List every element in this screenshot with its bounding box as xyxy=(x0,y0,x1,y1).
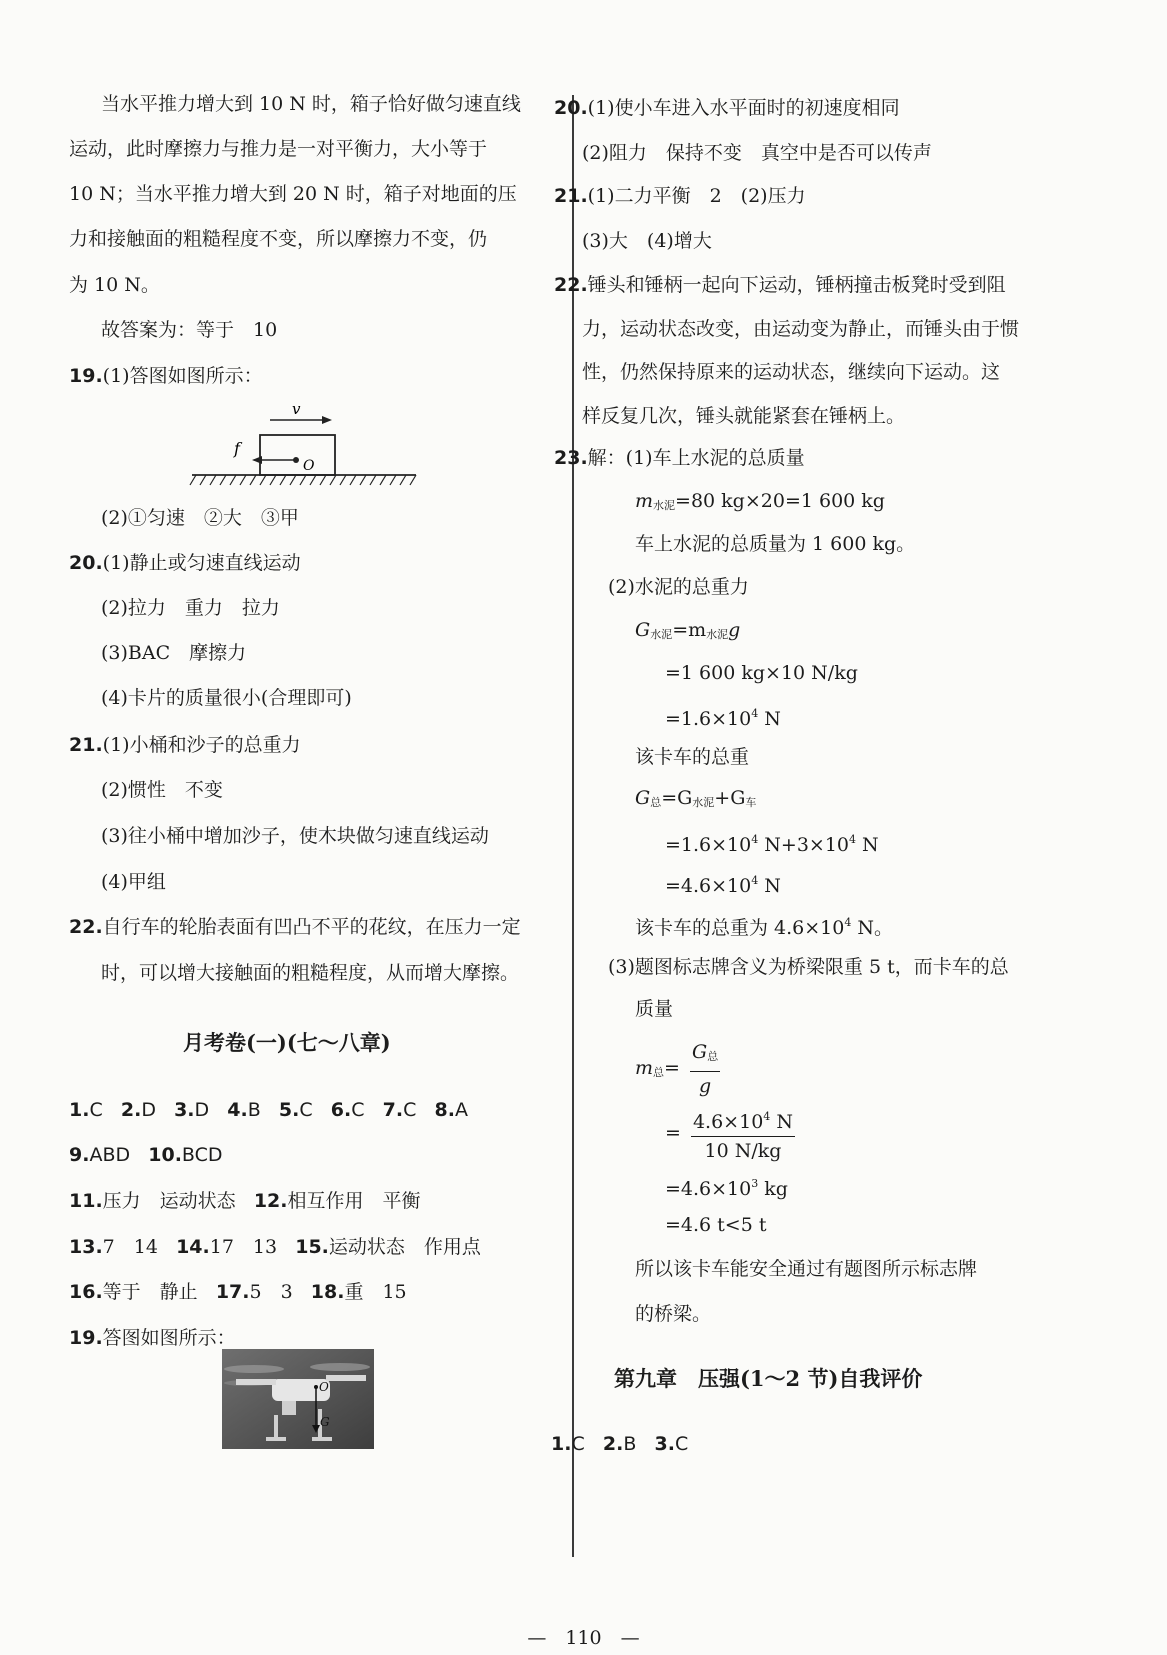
question-number: 20. xyxy=(554,97,588,119)
point-label: O xyxy=(303,458,315,474)
equation-line: $=1.6\times 10^4$ N xyxy=(665,707,781,730)
question-number: 22. xyxy=(69,916,103,938)
equation-line: $G_总=G_{水泥}+G_车$ xyxy=(635,787,757,809)
question-22: 22.自行车的轮胎表面有凹凸不平的花纹，在压力一定 xyxy=(69,916,521,938)
text-line: (2)惯性 不变 xyxy=(101,779,223,801)
question-19: 19.(1)答图如图所示： xyxy=(69,365,263,387)
text-line: (2)拉力 重力 拉力 xyxy=(101,597,280,619)
answer-row: 1.C 2.D 3.D 4.B 5.C 6.C 7.C 8.A xyxy=(69,1099,468,1121)
text-line: (3)题图标志牌含义为桥梁限重 5 t，而卡车的总 xyxy=(608,956,1009,978)
gravity-label: G xyxy=(320,1415,330,1429)
text-line: 为 10 N。 xyxy=(69,274,160,296)
text-line: (4)卡片的质量很小(合理即可) xyxy=(101,687,352,709)
equation-fraction: $m_总=$ $\frac{G_总}{g}$ xyxy=(635,1041,719,1097)
question-number: 19. xyxy=(69,1327,103,1349)
answer-row: 1.C 2.B 3.C xyxy=(551,1433,689,1455)
text-line: 当水平推力增大到 10 N 时，箱子恰好做匀速直线 xyxy=(101,93,521,115)
equation-line: $m_{水泥}=80$ kg×20=1 600 kg xyxy=(635,490,885,512)
force-diagram-box xyxy=(180,398,430,493)
text-line: 时，可以增大接触面的粗糙程度，从而增大摩擦。 xyxy=(101,962,520,984)
friction-label: f xyxy=(234,439,240,458)
page-number: — 110 — xyxy=(527,1627,640,1649)
question-number: 21. xyxy=(554,185,588,207)
question-number: 23. xyxy=(554,447,588,469)
text-line: (2)水泥的总重力 xyxy=(608,576,749,598)
text-line: (2)①匀速 ②大 ③甲 xyxy=(101,507,299,529)
question-21: 21.(1)小桶和沙子的总重力 xyxy=(69,734,301,756)
column-divider xyxy=(572,95,574,1557)
section-title: 第九章 压强(1～2 节)自我评价 xyxy=(614,1366,923,1391)
text-line: 力和接触面的粗糙程度不变，所以摩擦力不变，仍 xyxy=(69,228,488,250)
text-line: (4)甲组 xyxy=(101,871,166,893)
text-line: 运动，此时摩擦力与推力是一对平衡力，大小等于 xyxy=(69,138,488,160)
question-22-right: 22.锤头和锤柄一起向下运动，锤柄撞击板凳时受到阻 xyxy=(554,274,1006,296)
text-line: (3)往小桶中增加沙子，使木块做匀速直线运动 xyxy=(101,825,489,847)
text-line: 该卡车的总重为 $4.6\times 10^4$ N。 xyxy=(635,916,894,939)
text-line: 样反复几次，锤头就能紧套在锤柄上。 xyxy=(582,405,906,427)
question-19-monthly: 19.答图如图所示： xyxy=(69,1327,236,1349)
drone-photo xyxy=(222,1349,374,1449)
equation-line: $=1.6\times 10^4$ $N+3\times 10^4$ N xyxy=(665,833,879,856)
text-line: 所以该卡车能安全通过有题图所示标志牌 xyxy=(635,1258,978,1280)
text-line: 车上水泥的总质量为 1 600 kg。 xyxy=(635,533,916,555)
equation-line: $=4.6\times 10^3$ kg xyxy=(665,1177,788,1200)
equation-fraction: = $\frac{4.6\times 10^4 N}{10 N/kg}$ xyxy=(665,1105,795,1163)
question-number: 21. xyxy=(69,734,103,756)
center-label: O xyxy=(319,1380,329,1394)
question-20: 20.(1)静止或匀速直线运动 xyxy=(69,552,301,574)
text-line: 10 N；当水平推力增大到 20 N 时，箱子对地面的压 xyxy=(69,183,517,205)
question-20-right: 20.(1)使小车进入水平面时的初速度相同 xyxy=(554,97,900,119)
text-line: (3)BAC 摩擦力 xyxy=(101,642,247,664)
text-line: 性，仍然保持原来的运动状态，继续向下运动。这 xyxy=(582,361,1001,383)
question-number: 20. xyxy=(69,552,103,574)
text-line: 故答案为：等于 10 xyxy=(101,319,278,341)
equation-line: =1 600 kg×10 N/kg xyxy=(665,662,858,684)
answer-row: 11.压力 运动状态 12.相互作用 平衡 xyxy=(69,1190,421,1212)
answer-row: 16.等于 静止 17.5 3 18.重 15 xyxy=(69,1281,407,1303)
text-line: 力，运动状态改变，由运动变为静止，而锤头由于惯 xyxy=(582,318,1020,340)
box xyxy=(260,435,335,475)
equation-line: $=4.6\times 10^4$ N xyxy=(665,874,781,897)
text-line: 的桥梁。 xyxy=(635,1303,712,1325)
question-23: 23.解：(1)车上水泥的总质量 xyxy=(554,447,805,469)
text-line: 质量 xyxy=(635,998,674,1020)
text-line: (3)大 (4)增大 xyxy=(582,230,712,252)
velocity-label: v xyxy=(292,400,301,418)
ground-hatching xyxy=(190,475,416,485)
section-title: 月考卷(一)(七～八章) xyxy=(183,1030,391,1055)
answer-row: 13.7 14 14.17 13 15.运动状态 作用点 xyxy=(69,1236,481,1258)
answer-row: 9.ABD 10.BCD xyxy=(69,1144,223,1166)
question-21-right: 21.(1)二力平衡 2 (2)压力 xyxy=(554,185,806,207)
question-number: 22. xyxy=(554,274,588,296)
question-number: 19. xyxy=(69,365,103,387)
text-line: (2)阻力 保持不变 真空中是否可以传声 xyxy=(582,142,932,164)
equation-line: =4.6 t<5 t xyxy=(665,1214,767,1236)
text-line: 该卡车的总重 xyxy=(635,746,750,768)
equation-line: $G_{水泥}=m_{水泥}g$ xyxy=(635,619,741,641)
